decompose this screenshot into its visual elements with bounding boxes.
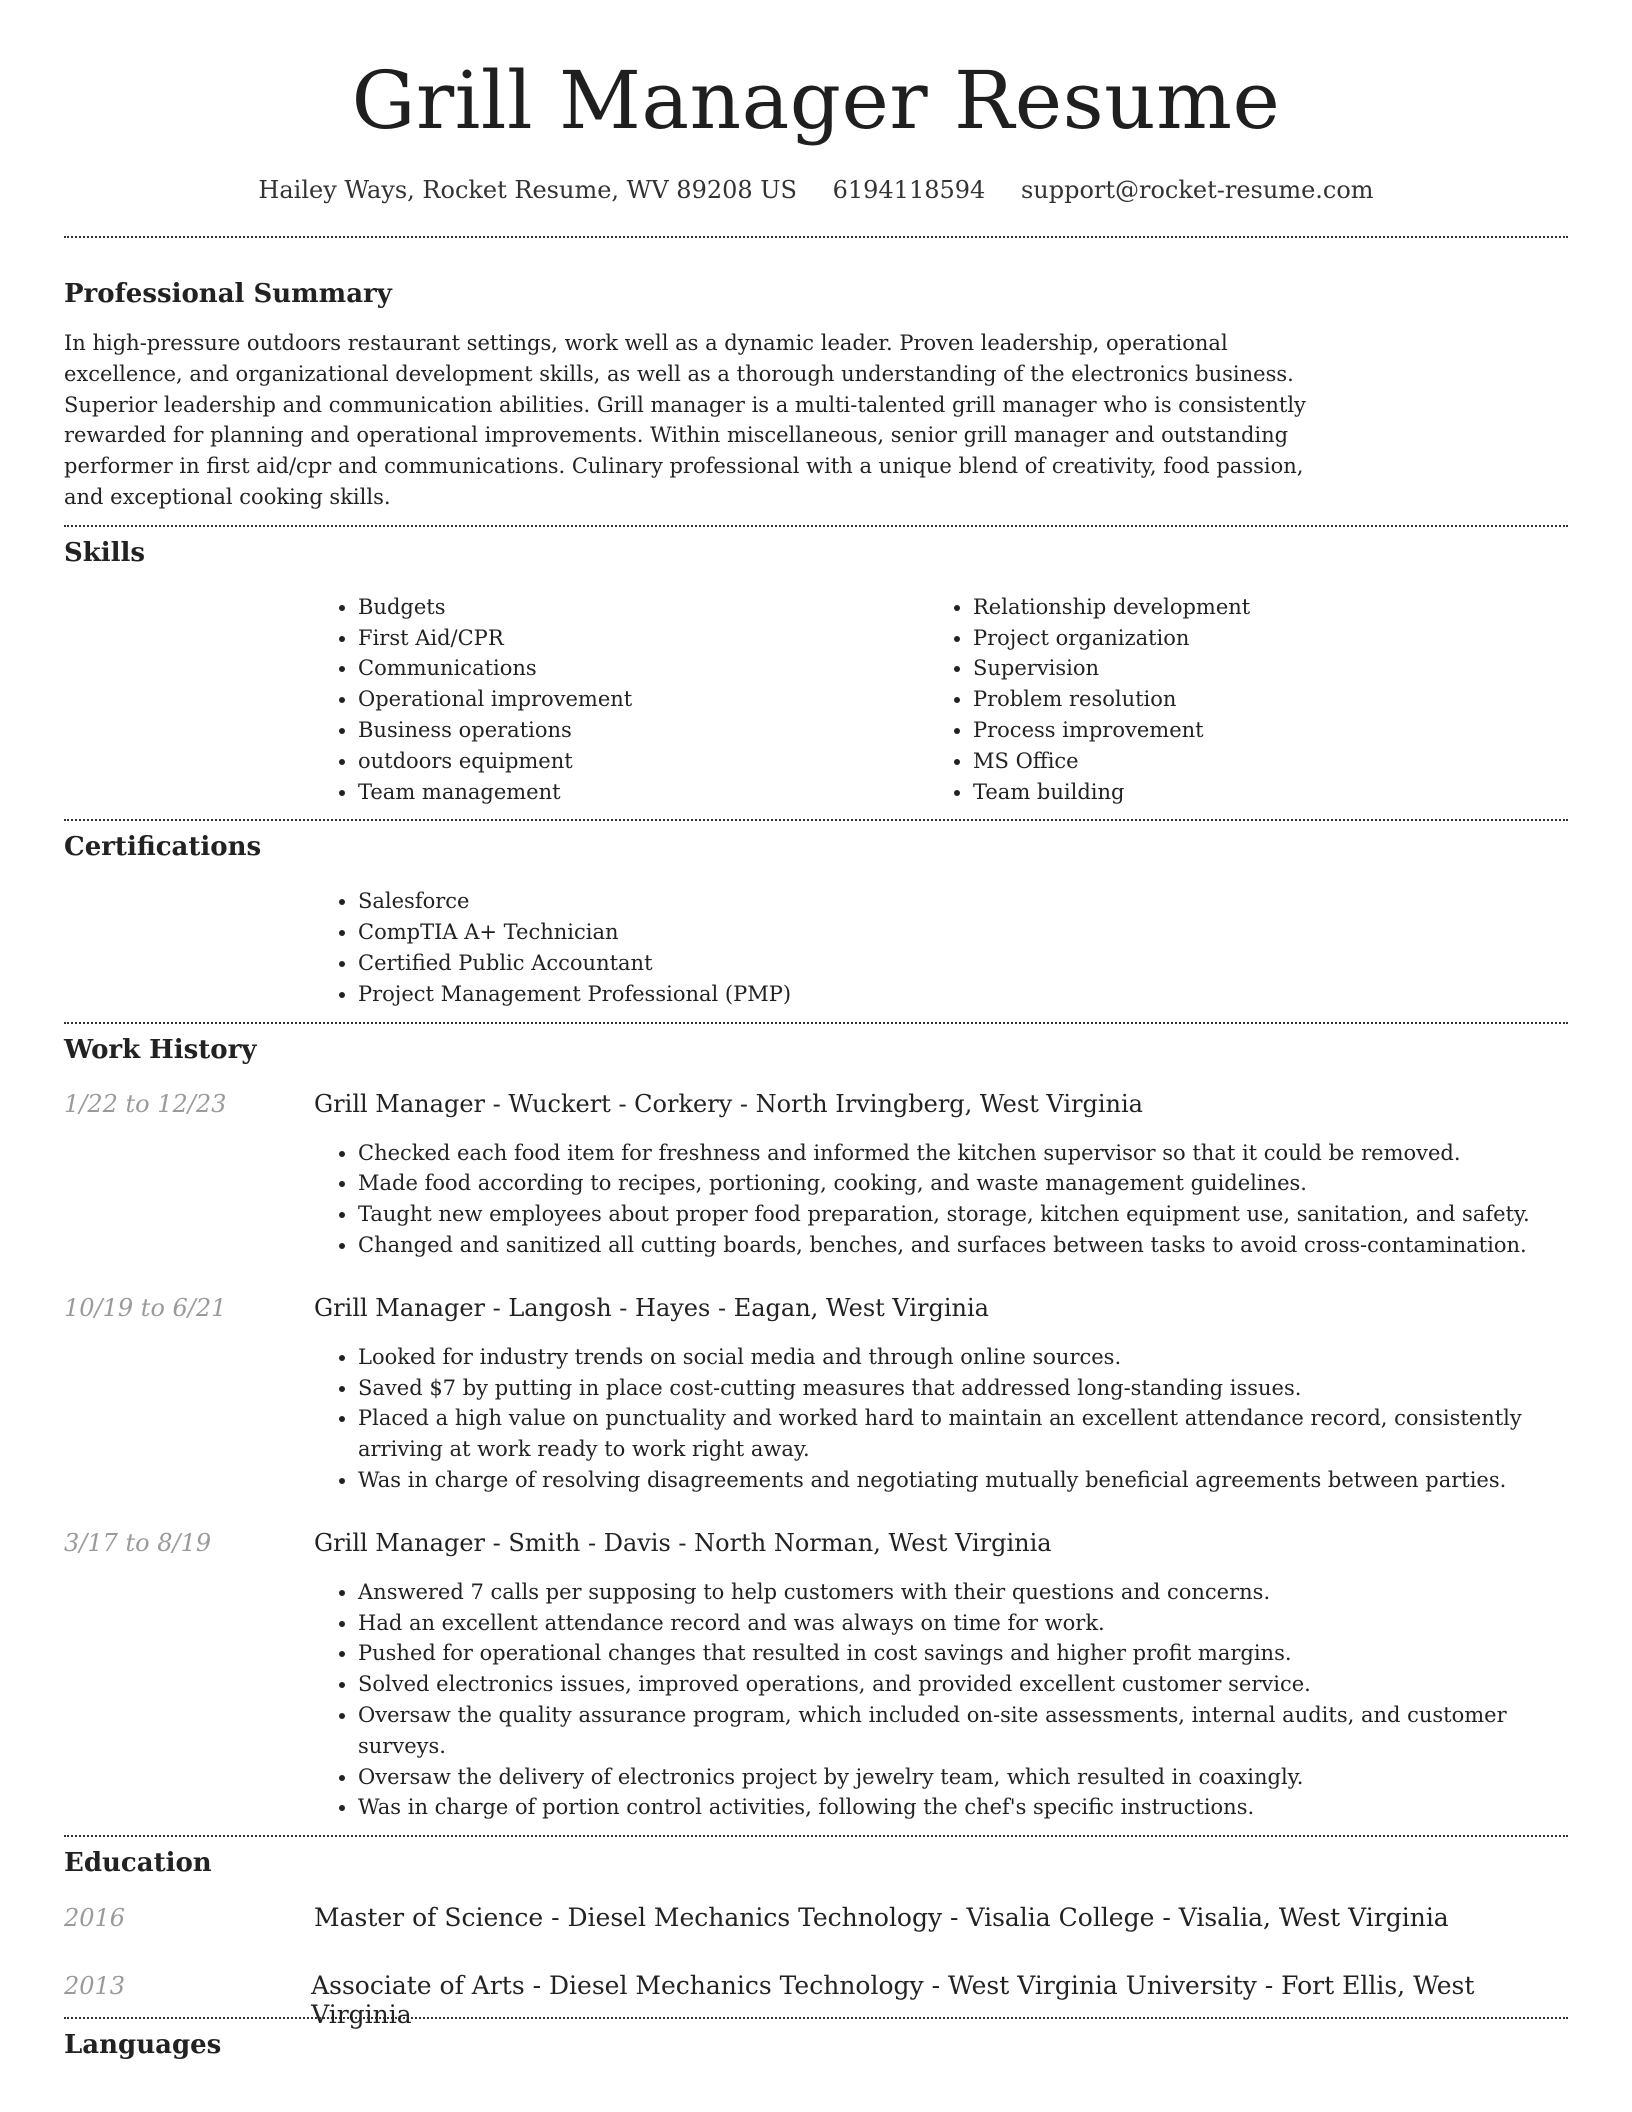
- section-title-skills: Skills: [64, 537, 146, 568]
- certification-item: • CompTIA A+ Technician: [358, 917, 1568, 948]
- section-title-work-history: Work History: [64, 1034, 257, 1065]
- job-dates: 10/19 to 6/21: [64, 1293, 227, 1322]
- skills-list: [314, 592, 1568, 808]
- job-bullet: • Taught new employees about proper food preparation, storage, kitchen equipment use, sanitation, and safety.: [358, 1199, 1568, 1230]
- job-dates: 3/17 to 8/19: [64, 1528, 212, 1557]
- job-title: Grill Manager - Langosh - Hayes - Eagan, West Virginia: [314, 1293, 989, 1322]
- job-bullet: • Answered 7 calls per supposing to help customers with their questions and concerns.: [358, 1577, 1568, 1608]
- skill-item: • MS Office: [973, 746, 1544, 777]
- skill-item: • outdoors equipment: [358, 746, 929, 777]
- contact-address: Hailey Ways, Rocket Resume, WV 89208 US: [258, 176, 797, 204]
- job-dates: 1/22 to 12/23: [64, 1089, 227, 1118]
- job-entry: [64, 1090, 1568, 1261]
- resume-page: [64, 0, 1568, 2061]
- skill-item: • Business operations: [358, 715, 929, 746]
- skills-column-right: [929, 592, 1544, 808]
- job-entry: [64, 1294, 1568, 1496]
- job-bullet: • Pushed for operational changes that resulted in cost savings and higher profit margins.: [358, 1638, 1568, 1669]
- job-bullet: • Was in charge of resolving disagreements and negotiating mutually beneficial agreements between parties.: [358, 1465, 1568, 1496]
- certification-item: • Salesforce: [358, 886, 1568, 917]
- section-title-certifications: Certifications: [64, 832, 262, 863]
- divider: [64, 1835, 1568, 1837]
- section-title-summary: Professional Summary: [64, 279, 392, 309]
- contact-email: support@rocket-resume.com: [1020, 176, 1374, 204]
- job-bullets: [314, 1342, 1568, 1496]
- skill-item: • Operational improvement: [358, 684, 929, 715]
- education-degree: Master of Science - Diesel Mechanics Technology - Visalia College - Visalia, West Virginia: [314, 1903, 1449, 1933]
- education-entry: [64, 1971, 1568, 2030]
- contact-phone: 6194118594: [832, 176, 986, 204]
- job-header: [64, 1529, 1568, 1563]
- resume-title: Grill Manager Resume: [351, 54, 1281, 147]
- section-title-education: Education: [64, 1848, 212, 1879]
- job-bullets: [314, 1577, 1568, 1823]
- skill-item: • Supervision: [973, 653, 1544, 684]
- job-header: [64, 1294, 1568, 1328]
- skill-item: • Relationship development: [973, 592, 1544, 623]
- divider: [64, 819, 1568, 821]
- job-bullet: • Oversaw the delivery of electronics project by jewelry team, which resulted in coaxingly.: [358, 1762, 1568, 1793]
- job-bullet: • Was in charge of portion control activities, following the chef's specific instructions.: [358, 1792, 1568, 1823]
- skill-item: • First Aid/CPR: [358, 623, 929, 654]
- education-year: 2016: [64, 1904, 126, 1933]
- education-year: 2013: [64, 1972, 126, 2001]
- summary-text: In high-pressure outdoors restaurant settings, work well as a dynamic leader. Proven leadership, operational excellence, and organizational development skills, as well as a thorough understanding of the electronics business. Superior leadership and communication abilities. Grill manager is a multi-talented grill manager who is consistently rewarded for planning and operational improvements. Within miscellaneous, senior grill manager and outstanding performer in first aid/cpr and communications. Culinary professional with a unique blend of creativity, food passion, and exceptional cooking skills.: [64, 331, 1306, 509]
- job-entry: [64, 1529, 1568, 1823]
- job-bullet: • Placed a high value on punctuality and worked hard to maintain an excellent attendance record, consistently arriving at work ready to work right away.: [358, 1403, 1568, 1465]
- job-bullet: • Made food according to recipes, portioning, cooking, and waste management guidelines.: [358, 1168, 1568, 1199]
- divider: [64, 525, 1568, 527]
- job-bullet: • Had an excellent attendance record and was always on time for work.: [358, 1608, 1568, 1639]
- job-title: Grill Manager - Smith - Davis - North Norman, West Virginia: [314, 1528, 1052, 1557]
- job-bullet: • Solved electronics issues, improved operations, and provided excellent customer service.: [358, 1669, 1568, 1700]
- skill-item: • Team management: [358, 777, 929, 808]
- skill-item: • Problem resolution: [973, 684, 1544, 715]
- certification-item: • Certified Public Accountant: [358, 948, 1568, 979]
- job-bullet: • Checked each food item for freshness and informed the kitchen supervisor so that it could be removed.: [358, 1138, 1568, 1169]
- job-bullet: • Oversaw the quality assurance program, which included on-site assessments, internal audits, and customer surveys.: [358, 1700, 1568, 1762]
- certification-item: • Project Management Professional (PMP): [358, 979, 1568, 1010]
- job-title: Grill Manager - Wuckert - Corkery - North Irvingberg, West Virginia: [314, 1089, 1143, 1118]
- contact-line: [64, 175, 1568, 205]
- job-bullet: • Saved $7 by putting in place cost-cutting measures that addressed long-standing issues.: [358, 1373, 1568, 1404]
- education-degree: Associate of Arts - Diesel Mechanics Technology - West Virginia University - Fort Ellis, West Virginia: [311, 1971, 1475, 2030]
- skill-item: • Budgets: [358, 592, 929, 623]
- divider: [64, 1022, 1568, 1024]
- divider: [64, 236, 1568, 238]
- skills-column-left: [314, 592, 929, 808]
- section-title-languages: Languages: [64, 2030, 222, 2061]
- education-entry: [64, 1903, 1568, 1937]
- job-bullet: • Changed and sanitized all cutting boards, benches, and surfaces between tasks to avoid cross-contamination.: [358, 1230, 1568, 1261]
- certifications-list: [314, 886, 1568, 1009]
- job-bullets: [314, 1138, 1568, 1261]
- job-bullet: • Looked for industry trends on social media and through online sources.: [358, 1342, 1568, 1373]
- skill-item: • Process improvement: [973, 715, 1544, 746]
- skill-item: • Communications: [358, 653, 929, 684]
- skill-item: • Team building: [973, 777, 1544, 808]
- skill-item: • Project organization: [973, 623, 1544, 654]
- job-header: [64, 1090, 1568, 1124]
